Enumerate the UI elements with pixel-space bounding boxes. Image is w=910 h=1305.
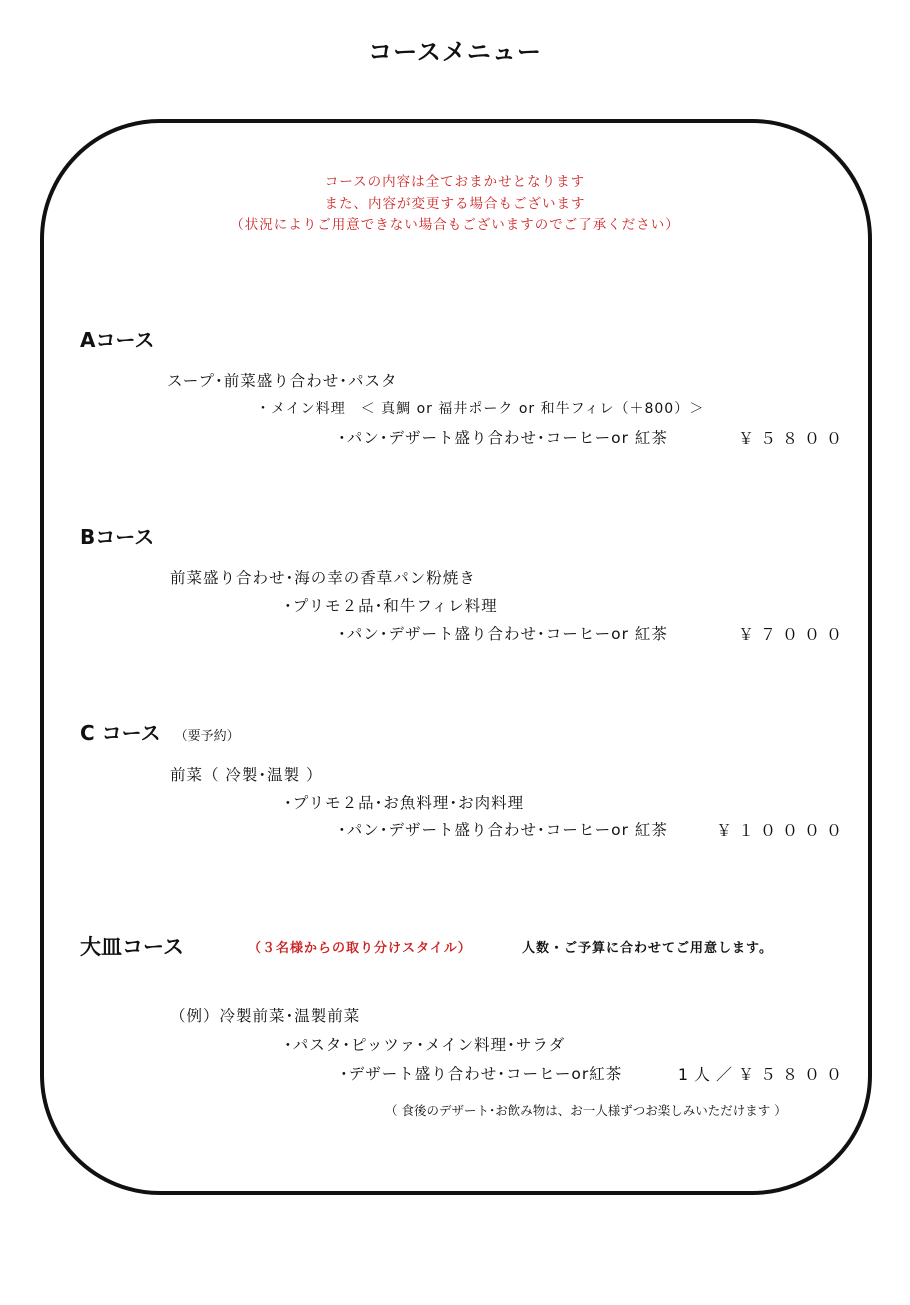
course-oozara-price: 1人／￥５８００ xyxy=(677,1065,848,1084)
course-b-price: ￥７０００ xyxy=(737,625,848,644)
course-c-heading xyxy=(80,717,240,746)
course-c-line-2: ･プリモ２品･お魚料理･お肉料理 xyxy=(284,794,525,812)
course-c-price: ￥１００００ xyxy=(715,821,848,840)
course-b-line-2: ･プリモ２品･和牛フィレ料理 xyxy=(284,597,498,615)
course-oozara-red-note: （３名様からの取り分けスタイル） xyxy=(248,941,472,956)
course-a-line-2: ・メイン料理 ＜ 真鯛 or 福井ポーク or 和牛フィレ（＋800）＞ xyxy=(256,401,705,417)
course-c-name: C コース xyxy=(80,721,161,745)
notice-line-3: （状況によりご用意できない場合もございますのでご了承ください） xyxy=(230,217,680,233)
course-b-line-3: ･パン･デザート盛り合わせ･コーヒーor 紅茶 xyxy=(338,625,668,643)
course-oozara-line-1: （例）冷製前菜･温製前菜 xyxy=(170,1007,361,1025)
course-oozara-footnote: （ 食後のデザート･お飲み物は、お一人様ずつお楽しみいただけます ） xyxy=(385,1103,787,1118)
course-a-heading: Aコース xyxy=(80,328,155,352)
notice-line-1: コースの内容は全ておまかせとなります xyxy=(324,174,586,190)
course-oozara-note: 人数・ご予算に合わせてご用意します。 xyxy=(522,941,773,956)
course-c-line-3: ･パン･デザート盛り合わせ･コーヒーor 紅茶 xyxy=(338,821,668,839)
course-a-price: ￥５８００ xyxy=(737,429,848,448)
course-oozara-heading: 大皿コース xyxy=(80,935,184,959)
course-a-line-1: スープ･前菜盛り合わせ･パスタ xyxy=(167,372,398,390)
course-b-heading: Bコース xyxy=(80,525,155,549)
notice-line-2: また、内容が変更する場合もございます xyxy=(324,196,586,212)
course-a-line-3: ･パン･デザート盛り合わせ･コーヒーor 紅茶 xyxy=(338,429,668,447)
course-b-line-1: 前菜盛り合わせ･海の幸の香草パン粉焼き xyxy=(170,569,476,587)
course-c-note: （要予約） xyxy=(174,729,240,744)
course-oozara-line-2: ･パスタ･ピッツァ･メイン料理･サラダ xyxy=(284,1036,566,1054)
page-title: コースメニュー xyxy=(368,38,542,66)
course-c-line-1: 前菜（ 冷製･温製 ） xyxy=(170,766,323,784)
course-oozara-line-3: ･デザート盛り合わせ･コーヒーor紅茶 xyxy=(340,1065,623,1083)
